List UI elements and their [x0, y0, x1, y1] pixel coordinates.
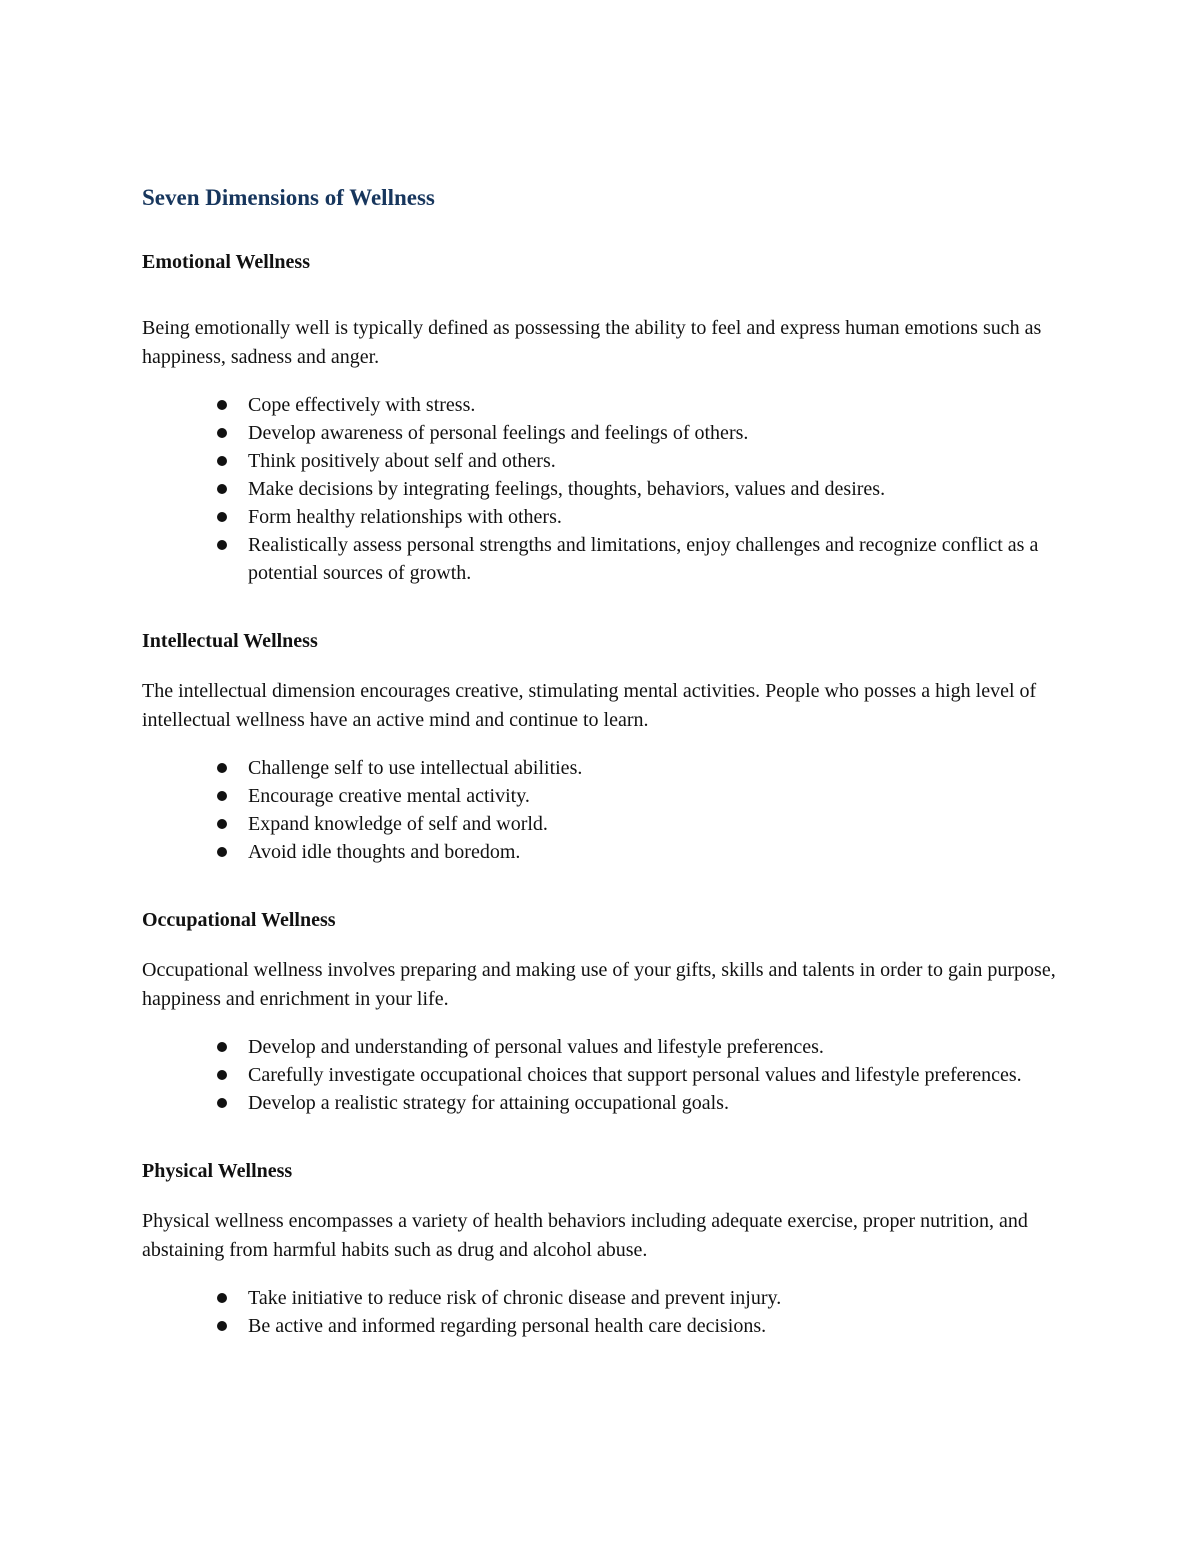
- list-item-text: Make decisions by integrating feelings, thoughts, behaviors, values and desires.: [248, 478, 886, 500]
- list-item-text: Develop a realistic strategy for attaining occupational goals.: [248, 1092, 729, 1114]
- bullet-list: [142, 754, 1072, 866]
- list-item: [142, 391, 1072, 419]
- list-item-text: Think positively about self and others.: [248, 450, 556, 472]
- section-heading: Intellectual Wellness: [142, 630, 318, 652]
- bullet-icon: [217, 1293, 227, 1303]
- list-item-text: Develop and understanding of personal values and lifestyle preferences.: [248, 1036, 824, 1058]
- list-item-text: Form healthy relationships with others.: [248, 506, 562, 528]
- list-item-text: Realistically assess personal strengths and limitations, enjoy challenges and recognize conflict as a potential sources of growth.: [248, 534, 1039, 584]
- list-item: [142, 754, 1072, 782]
- bullet-list: [142, 1284, 1072, 1340]
- bullet-icon: [217, 456, 227, 466]
- bullet-icon: [217, 1321, 227, 1331]
- list-item: [142, 1284, 1072, 1312]
- document-page: [142, 180, 1072, 1340]
- list-item-text: Challenge self to use intellectual abilities.: [248, 757, 583, 779]
- section-intro: Occupational wellness involves preparing and making use of your gifts, skills and talents in order to gain purpose, happiness and enrichment in your life.: [142, 959, 1056, 1010]
- section-occupational-wellness: [142, 906, 1072, 1117]
- bullet-icon: [217, 763, 227, 773]
- section-intro: The intellectual dimension encourages creative, stimulating mental activities. People who posses a high level of intellectual wellness have an active mind and continue to learn.: [142, 680, 1037, 731]
- bullet-icon: [217, 512, 227, 522]
- list-item: [142, 1061, 1072, 1089]
- list-item-text: Take initiative to reduce risk of chronic disease and prevent injury.: [248, 1287, 782, 1309]
- bullet-list: [142, 1033, 1072, 1117]
- list-item: [142, 475, 1072, 503]
- bullet-icon: [217, 400, 227, 410]
- list-item: [142, 1312, 1072, 1340]
- section-emotional-wellness: [142, 248, 1072, 587]
- bullet-icon: [217, 540, 227, 550]
- section-intro: Being emotionally well is typically defined as possessing the ability to feel and express human emotions such as happiness, sadness and anger.: [142, 317, 1042, 368]
- bullet-icon: [217, 1070, 227, 1080]
- list-item: [142, 419, 1072, 447]
- page-title: Seven Dimensions of Wellness: [142, 185, 435, 210]
- list-item-text: Cope effectively with stress.: [248, 394, 476, 416]
- bullet-list: [142, 391, 1072, 587]
- bullet-icon: [217, 1098, 227, 1108]
- bullet-icon: [217, 428, 227, 438]
- section-intro: Physical wellness encompasses a variety of health behaviors including adequate exercise, proper nutrition, and abstaining from harmful habits such as drug and alcohol abuse.: [142, 1210, 1028, 1261]
- list-item-text: Develop awareness of personal feelings and feelings of others.: [248, 422, 749, 444]
- list-item: [142, 782, 1072, 810]
- section-heading: Physical Wellness: [142, 1160, 293, 1182]
- list-item-text: Avoid idle thoughts and boredom.: [248, 841, 521, 863]
- list-item-text: Expand knowledge of self and world.: [248, 813, 548, 835]
- list-item: [142, 531, 1072, 587]
- bullet-icon: [217, 791, 227, 801]
- section-physical-wellness: [142, 1157, 1072, 1340]
- list-item-text: Be active and informed regarding personal health care decisions.: [248, 1315, 767, 1337]
- section-intellectual-wellness: [142, 627, 1072, 866]
- list-item: [142, 838, 1072, 866]
- bullet-icon: [217, 1042, 227, 1052]
- bullet-icon: [217, 847, 227, 857]
- bullet-icon: [217, 819, 227, 829]
- list-item: [142, 1089, 1072, 1117]
- section-heading: Emotional Wellness: [142, 251, 310, 273]
- list-item: [142, 810, 1072, 838]
- list-item-text: Carefully investigate occupational choices that support personal values and lifestyle preferences.: [248, 1064, 1022, 1086]
- list-item: [142, 503, 1072, 531]
- list-item: [142, 1033, 1072, 1061]
- section-heading: Occupational Wellness: [142, 909, 336, 931]
- list-item-text: Encourage creative mental activity.: [248, 785, 530, 807]
- bullet-icon: [217, 484, 227, 494]
- list-item: [142, 447, 1072, 475]
